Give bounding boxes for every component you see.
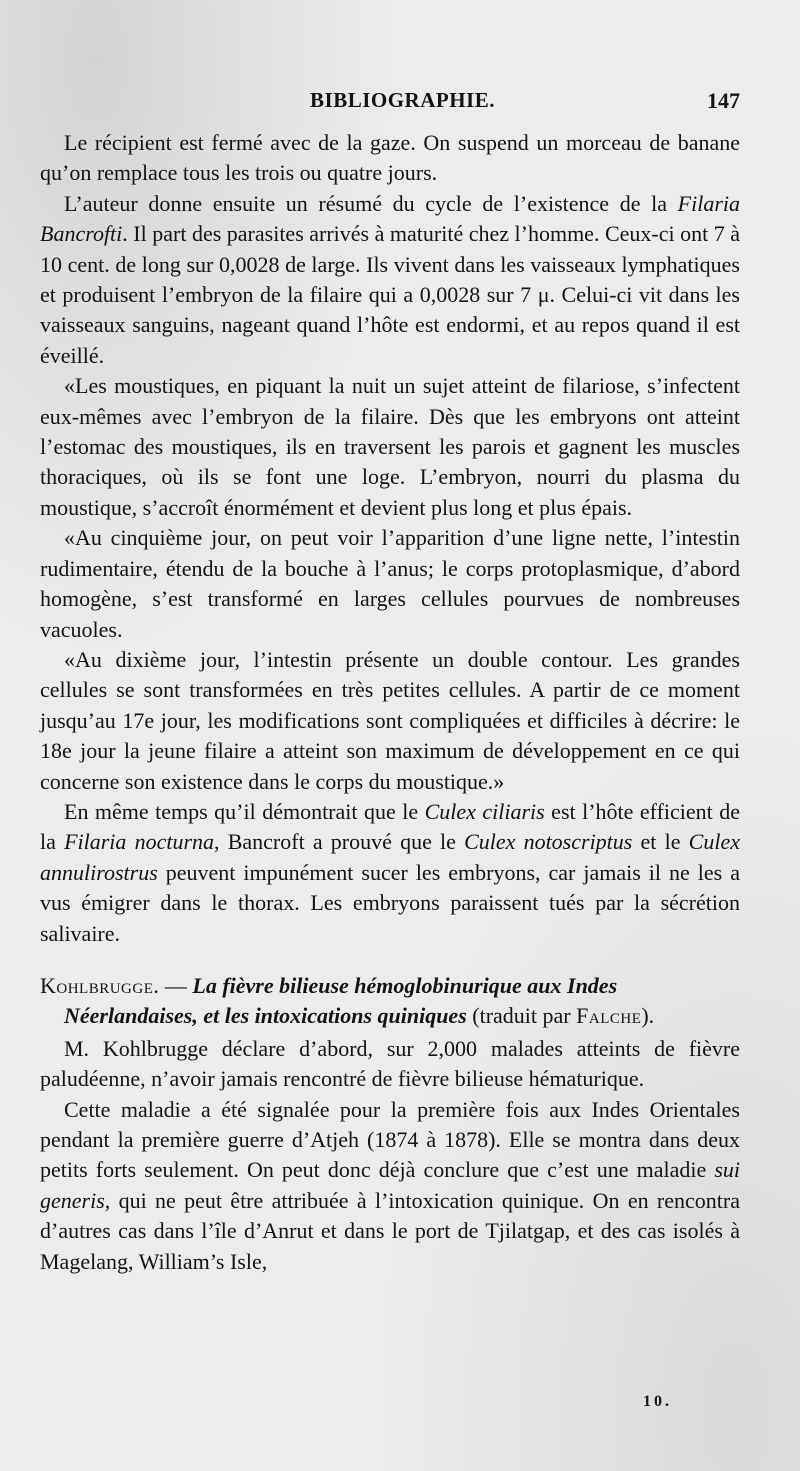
culex-text-1: En même temps qu’il démontrait que le	[64, 798, 425, 824]
translator-suffix: ).	[641, 1003, 655, 1029]
latin-term: sui generis	[40, 1157, 740, 1213]
body-text	[40, 128, 740, 1277]
species-name: Culex ciliaris	[424, 798, 545, 824]
page-header	[65, 88, 740, 118]
review-author: Kohlbrugge.	[40, 972, 160, 998]
translator-prefix: (traduit par	[466, 1003, 577, 1029]
atjeh-text-end: , qui ne peut être attribuée à l’intoxication quinique. On en rencontra d’autres cas dans l’île d’Anrut et dans le port de Tjilatgap, et des cas isolés à Magelang, William’s Isle,	[40, 1187, 740, 1274]
review-title-line2: Néerlandaises, et les intoxications quiniques	[64, 1003, 467, 1029]
culex-text-5: peuvent impunément sucer les embryons, car jamais il ne les a vus émigrer dans le thorax. Les embryons paraissent tués par la sécrétion salivaire.	[40, 859, 740, 946]
translator-name: Falche	[576, 1003, 642, 1029]
paragraph-moustiques: «Les moustiques, en piquant la nuit un sujet atteint de filariose, s’infectent eux-mêmes avec l’embryon de la filaire. Dès que les embryons ont atteint l’estomac des moustiques, ils en traversent les parois et gagnent les muscles thoraciques, où ils se font une loge. L’embryon, nourri du plasma du moustique, s’accroît énormément et devient plus long et plus épais.	[40, 373, 740, 520]
species-name: Culex annulirostrus	[40, 829, 740, 885]
paragraph-culex	[40, 797, 740, 949]
heading-dash: —	[159, 972, 193, 998]
species-name: Filaria Bancrofti	[40, 190, 740, 247]
paragraph-cycle	[40, 189, 740, 371]
paragraph-kohlbrugge: M. Kohlbrugge déclare d’abord, sur 2,000 malades atteints de fièvre paludéenne, n’avoir jamais rencontré de fièvre bilieuse hématurique.	[40, 1035, 740, 1092]
culex-text-3: , Bancroft a prouvé que le	[214, 829, 465, 855]
paragraph-dixieme-jour: «Au dixième jour, l’intestin présente un double contour. Les grandes cellules se sont transformées en très petites cellules. A partir de ce moment jusqu’au 17e jour, les modifications sont compliquées et difficiles à décrire: le 18e jour la jeune filaire a atteint son maximum de développement en ce qui concerne son existence dans le corps du moustique.»	[40, 646, 740, 794]
species-name: Filaria nocturna	[64, 829, 215, 855]
paragraph-atjeh	[40, 1095, 740, 1277]
cycle-text-start: L’auteur donne ensuite un résumé du cycle de l’existence de la	[64, 190, 678, 216]
running-title: BIBLIOGRAPHIE.	[310, 88, 495, 112]
signature-mark: 10.	[643, 1393, 672, 1410]
review-heading	[40, 971, 740, 1032]
species-name: Culex notoscriptus	[464, 829, 633, 855]
cycle-text-end: . Il part des parasites arrivés à maturité chez l’homme. Ceux-ci ont 7 à 10 cent. de long sur 0,0028 de large. Ils vivent dans les vaisseaux lymphatiques et produisent l’embryon de la filaire qui a 0,0028 sur 7 μ. Celui-ci vit dans les vaisseaux sanguins, nageant quand l’hôte est endormi, et au repos quand il est éveillé.	[40, 221, 740, 368]
culex-text-2: est l’hôte efficient de la	[40, 798, 741, 855]
paragraph-banane: Le récipient est fermé avec de la gaze. On suspend un morceau de banane qu’on remplace tous les trois ou quatre jours.	[40, 130, 740, 186]
review-title-line1: La fièvre bilieuse hémoglobinurique aux Indes	[192, 972, 618, 998]
review-title-line2-wrap	[40, 1001, 654, 1031]
paragraph-cinquieme-jour: «Au cinquième jour, on peut voir l’apparition d’une ligne nette, l’intestin rudimentaire, étendu de la bouche à l’anus; le corps protoplasmique, d’abord homogène, s’est transformé en larges cellules pourvues de nombreuses vacuoles.	[40, 525, 740, 642]
culex-text-4: et le	[632, 829, 689, 855]
atjeh-text-start: Cette maladie a été signalée pour la première fois aux Indes Orientales pendant la première guerre d’Atjeh (1874 à 1878). Elle se montra dans deux petits forts seulement. On peut donc déjà conclure que c’est une maladie	[40, 1096, 740, 1183]
page-number: 147	[707, 88, 740, 113]
